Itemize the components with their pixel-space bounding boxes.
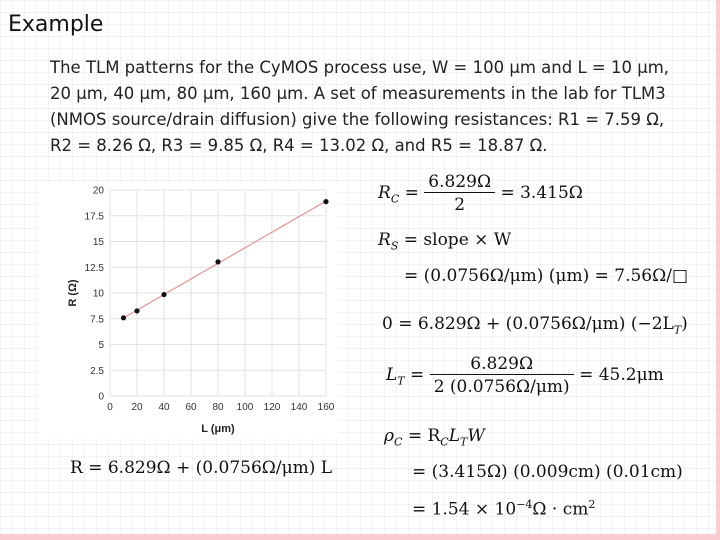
lt-denominator: 2 (0.0756Ω/μm): [430, 374, 574, 397]
y-tick-label: 5: [98, 340, 104, 351]
y-tick-label: 7.5: [90, 314, 104, 326]
x-tick-label: 40: [158, 402, 170, 413]
y-tick-label: 17.5: [84, 211, 104, 223]
data-point: [121, 315, 126, 320]
x-tick-label: 100: [236, 402, 254, 413]
rs-equation-line2: = (0.0756Ω/μm) (μm) = 7.56Ω/□: [404, 266, 689, 286]
rho-rc: = R: [407, 426, 441, 446]
y-tick-label: 20: [92, 185, 104, 197]
tlm-chart-svg: [38, 182, 338, 438]
problem-statement: [50, 55, 690, 159]
rc-subscript: C: [390, 192, 400, 206]
x-tick-label: 60: [185, 402, 197, 413]
rho-equation-line2: = (3.415Ω) (0.009cm) (0.01cm): [412, 462, 683, 482]
problem-intro: The TLM patterns for the CyMOS process use,: [50, 58, 432, 77]
problem-resistances: R1 = 7.59 Ω, R2 = 8.26 Ω, R3 = 9.85 Ω, R4 = 13.02 Ω, and R5 = 18.87 Ω.: [50, 110, 665, 155]
fit-line: [124, 201, 327, 318]
y-tick-label: 2.5: [90, 365, 104, 377]
rc-numerator: 6.829Ω: [428, 172, 492, 192]
rho-unit: Ω · cm: [532, 499, 589, 520]
rc-fraction: [424, 172, 495, 215]
y-axis-label: R (Ω): [67, 279, 79, 307]
rc-equation: $R_C$ = $\frac{6.829\Omega}{2}$ = 3.415Ω: [378, 172, 583, 215]
lt-fraction: [430, 354, 574, 397]
rho-mantissa: = 1.54 × 10: [412, 499, 517, 520]
lt-zero-text: 0 = 6.829Ω + (0.0756Ω/μm) (−2L: [382, 314, 674, 334]
y-tick-label: 10: [92, 288, 104, 300]
x-tick-label: 160: [317, 402, 335, 413]
rho-unit-exponent: 2: [588, 498, 596, 511]
tlm-chart: [38, 182, 338, 438]
rc-result: = 3.415Ω: [500, 183, 583, 203]
data-point: [323, 199, 328, 204]
rs-equation-line1: $R_S$ = slope × W: [378, 230, 512, 253]
data-point: [215, 259, 220, 264]
x-tick-label: 0: [107, 402, 113, 413]
rho-equation-line1: $\rho_C = R_CL_TW$: [384, 426, 485, 449]
lt-equation: $L_T$ = $\frac{6.829\Omega}{2 (0.0756\Omega/\mu m)}$ = 45.2μm: [386, 354, 664, 397]
rho-equation-line3: [412, 498, 595, 520]
x-tick-label: 120: [263, 402, 281, 413]
y-tick-label: 15: [92, 237, 104, 248]
problem-rest: A set of measurements in the lab for TLM3 (NMOS source/drain diffusion) give the following resistances:: [50, 84, 666, 129]
x-tick-label: 80: [212, 402, 224, 413]
rc-symbol: R: [378, 183, 391, 203]
problem-width: W = 100 μm: [431, 58, 536, 77]
data-point: [134, 308, 139, 313]
lt-numerator: 6.829Ω: [470, 354, 534, 374]
lt-zero-equation: 0 = 6.829Ω + (0.0756Ω/μm) $(-2L_T)$: [382, 314, 688, 337]
data-point: [161, 292, 166, 297]
x-tick-label: 20: [131, 402, 143, 413]
rs-slope: = slope × W: [403, 230, 512, 250]
problem-and: and: [535, 58, 578, 77]
rho-exponent: −4: [516, 498, 533, 511]
rc-denominator: 2: [424, 192, 495, 215]
y-tick-label: 12.5: [84, 262, 104, 274]
slide-title: Example: [8, 12, 104, 37]
x-axis-label: L (μm): [201, 423, 235, 435]
fit-equation: R = 6.829Ω + (0.0756Ω/μm) L: [70, 458, 333, 478]
problem-lengths: L = 10 μm, 20 μm, 40 μm, 80 μm, 160 μm.: [50, 58, 670, 103]
y-tick-label: 0: [98, 391, 104, 403]
lt-result: = 45.2μm: [579, 365, 664, 385]
x-tick-label: 140: [290, 402, 308, 413]
